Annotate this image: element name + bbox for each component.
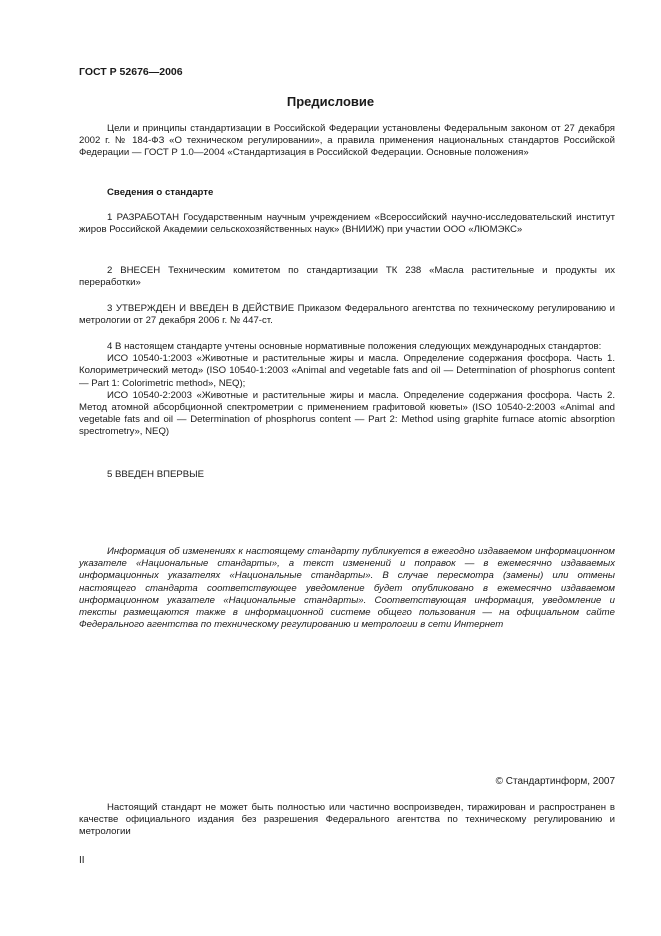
- item-4-standard-2: ИСО 10540-2:2003 «Животные и растительные жиры и масла. Определение содержания фосфора. Часть 2. Метод атомной абсорбционной спектрометрии с применением графитовой кюветы» (ISO 10540-2:2003 «Animal and vegetable fats and oil — Determination of phosphorus content — Part 2: Method using graphite furnace atomic absorption spectrometry», NEQ): [79, 389, 615, 438]
- item-5-paragraph: 5 ВВЕДЕН ВПЕРВЫЕ: [107, 469, 205, 480]
- item-4-block: [79, 341, 615, 439]
- item-1-block: [79, 212, 615, 236]
- intro-paragraph: Цели и принципы стандартизации в Российской Федерации установлены Федеральным законом от 27 декабря 2002 г. № 184-ФЗ «О техническом регулировании», а правила применения национальных стандартов Российской Федерации — ГОСТ Р 1.0—2004 «Стандартизация в Российской Федерации. Основные положения»: [79, 123, 615, 159]
- document-header: ГОСТ Р 52676—2006: [79, 66, 183, 78]
- info-block: [79, 546, 615, 631]
- item-4-standard-1: ИСО 10540-1:2003 «Животные и растительные жиры и масла. Определение содержания фосфора. Часть 1. Колориметрический метод» (ISO 10540-1:2003 «Animal and vegetable fats and oil — Determination of phosphorus content — Part 1: Colorimetric method», NEQ);: [79, 353, 615, 389]
- item-2-paragraph: 2 ВНЕСЕН Техническим комитетом по стандартизации ТК 238 «Масла растительные и продукты их переработки»: [79, 265, 615, 289]
- change-info-paragraph: Информация об изменениях к настоящему стандарту публикуется в ежегодно издаваемом информационном указателе «Национальные стандарты», а текст изменений и поправок — в ежемесячно издаваемых информационных указателях «Национальные стандарты». В случае пересмотра (замены) или отмены настоящего стандарта соответствующее уведомление будет опубликовано в ежемесячно издаваемом информационном указателе «Национальные стандарты». Соответствующая информация, уведомление и тексты размещаются также в информационной системе общего пользования — на официальном сайте Федерального агентства по техническому регулированию и метрологии в сети Интернет: [79, 546, 615, 631]
- standard-info-heading: Сведения о стандарте: [107, 187, 214, 198]
- page-number: II: [79, 855, 85, 866]
- notice-block: [79, 802, 615, 839]
- subhead-block: [79, 187, 615, 199]
- item-5-block: [79, 469, 615, 481]
- item-3-paragraph: 3 УТВЕРЖДЕН И ВВЕДЕН В ДЕЙСТВИЕ Приказом Федерального агентства по техническому регулированию и метрологии от 27 декабря 2006 г. № 447-ст.: [79, 303, 615, 327]
- page-title: Предисловие: [286, 94, 375, 109]
- item-2-block: [79, 265, 615, 289]
- item-1-paragraph: 1 РАЗРАБОТАН Государственным научным учреждением «Всероссийский научно-исследовательский институт жиров Российской Академии сельскохозяйственных наук» (ВНИИЖ) при участии ООО «ЛЮМЭКС»: [79, 212, 615, 236]
- item-3-block: [79, 303, 615, 327]
- copyright-line: © Стандартинформ, 2007: [495, 776, 615, 787]
- reproduction-notice: Настоящий стандарт не может быть полностью или частично воспроизведен, тиражирован и распространен в качестве официального издания без разрешения Федерального агентства по техническому регулированию и метрологии: [79, 802, 615, 838]
- item-4-lead: 4 В настоящем стандарте учтены основные нормативные положения следующих международных стандартов:: [107, 341, 602, 352]
- intro-block: [79, 123, 615, 160]
